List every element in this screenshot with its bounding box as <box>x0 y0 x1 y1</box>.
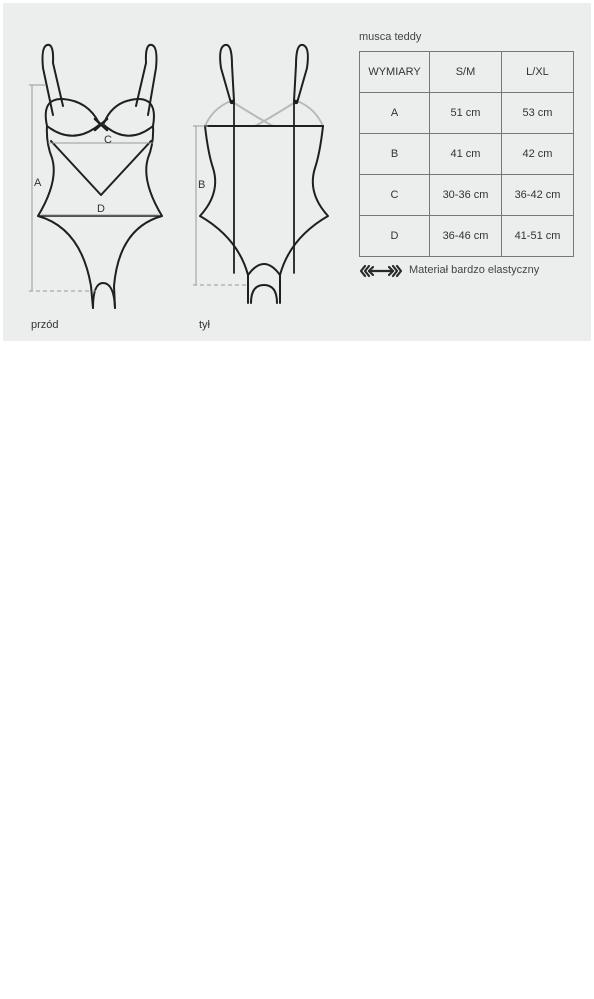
back-body-right <box>280 126 328 303</box>
legend-text: Materiał bardzo elastyczny <box>409 264 540 276</box>
front-left-cup <box>46 99 99 126</box>
dimension-a-label: A <box>34 177 42 189</box>
table-row <box>360 93 574 134</box>
table-header-cell: WYMIARY <box>360 52 430 93</box>
table-cell: 51 cm <box>430 93 502 134</box>
table-row <box>360 134 574 175</box>
table-cell: 41-51 cm <box>502 216 574 257</box>
front-bow <box>95 119 107 130</box>
dimension-d-label: D <box>97 203 105 215</box>
table-header-cell: L/XL <box>502 52 574 93</box>
size-chart-panel <box>3 3 591 341</box>
table-cell: 42 cm <box>502 134 574 175</box>
table-row <box>360 216 574 257</box>
table-cell: A <box>360 93 430 134</box>
size-table <box>359 51 574 257</box>
table-cell: 36-42 cm <box>502 175 574 216</box>
front-v-panel <box>51 141 151 195</box>
front-right-strap <box>136 45 157 115</box>
front-body-right <box>114 126 162 308</box>
front-right-cup <box>104 99 154 126</box>
table-cell: 36-46 cm <box>430 216 502 257</box>
table-cell: 41 cm <box>430 134 502 175</box>
table-cell: 30-36 cm <box>430 175 502 216</box>
dimension-c-label: C <box>104 134 112 146</box>
back-dimension-lines <box>193 126 247 285</box>
dimension-b-label: B <box>198 179 206 191</box>
back-right-strap <box>294 45 308 103</box>
table-cell: D <box>360 216 430 257</box>
front-left-strap <box>43 45 64 115</box>
table-row <box>360 175 574 216</box>
back-view-drawing <box>200 45 328 303</box>
table-header-cell: S/M <box>430 52 502 93</box>
back-left-strap <box>220 45 234 103</box>
table-cell: C <box>360 175 430 216</box>
front-crotch <box>93 283 115 308</box>
back-crotch <box>248 264 280 303</box>
stretch-arrows-icon <box>359 263 403 279</box>
table-header-row <box>360 52 574 93</box>
product-title: musca teddy <box>359 31 422 43</box>
front-view-drawing <box>38 45 162 308</box>
table-cell: 53 cm <box>502 93 574 134</box>
table-cell: B <box>360 134 430 175</box>
back-view-caption: tył <box>199 319 210 331</box>
front-view-caption: przód <box>31 319 59 331</box>
front-body-left <box>38 126 93 308</box>
back-body-left <box>200 126 248 303</box>
